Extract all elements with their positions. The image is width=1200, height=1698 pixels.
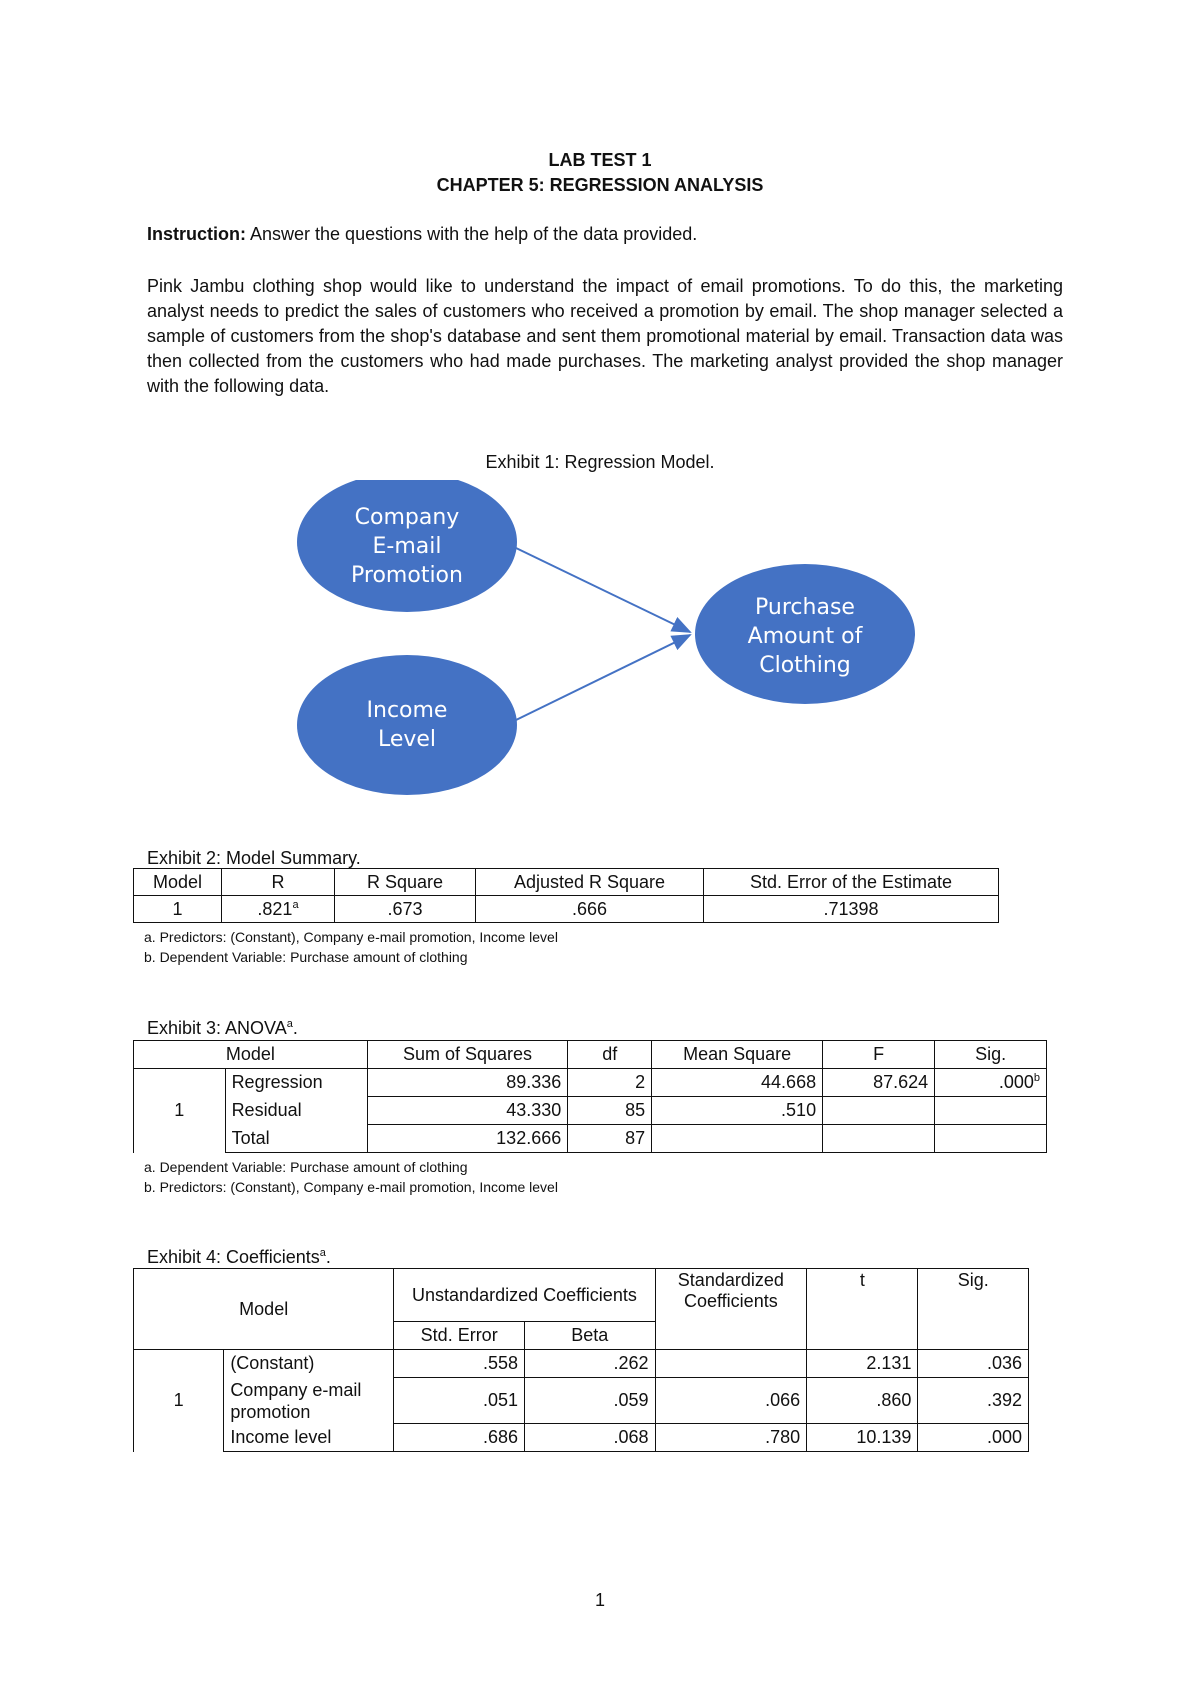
col-r: R xyxy=(222,869,335,896)
cell-model: 1 xyxy=(134,896,222,923)
model-summary-table xyxy=(133,868,999,923)
lab-test-title: LAB TEST 1 xyxy=(548,150,652,170)
instruction-label: Instruction: xyxy=(147,224,246,244)
table-row xyxy=(134,1069,1047,1097)
col-sig: Sig. xyxy=(918,1269,1029,1350)
intro-paragraph: Pink Jambu clothing shop would like to understand the impact of email promotions. To do this, the marketing analyst needs to predict the sales of customers who received a promotion by email. The shop manager selected a sample of customers from the shop's database and sent them promotional material by email. Transaction data was then collected from the customers who had made purchases. The marketing analyst provided the shop manager with the following data. xyxy=(147,276,1063,396)
cell-r-square: .673 xyxy=(335,896,476,923)
cell-beta: .262 xyxy=(524,1350,655,1378)
cell-f xyxy=(823,1097,935,1125)
cell-sig xyxy=(935,1069,1047,1097)
col-f: F xyxy=(823,1041,935,1069)
cell-model: 1 xyxy=(134,1350,224,1452)
table-row xyxy=(134,1424,1029,1452)
exhibit3-note-a: a. Dependent Variable: Purchase amount of clothing xyxy=(144,1159,468,1175)
exhibit3-caption-text: Exhibit 3: ANOVA xyxy=(147,1018,287,1038)
exhibit2-caption: Exhibit 2: Model Summary. xyxy=(147,848,361,868)
exhibit3-caption-end: . xyxy=(292,1018,298,1038)
col-unstandardized: Unstandardized Coefficients xyxy=(394,1269,655,1322)
col-model: Model xyxy=(134,1269,394,1350)
arrow-income-to-purchase xyxy=(516,635,690,720)
cell-source: Residual xyxy=(225,1097,367,1125)
table-header-row xyxy=(134,1269,1029,1322)
cell-ms: 44.668 xyxy=(652,1069,823,1097)
regression-model-diagram xyxy=(290,480,930,800)
table-row xyxy=(134,1125,1047,1153)
exhibit3-caption-mark: a xyxy=(286,1018,293,1030)
cell-df: 2 xyxy=(568,1069,652,1097)
cell-adj-r-square: .666 xyxy=(476,896,704,923)
exhibit2-note-a: a. Predictors: (Constant), Company e-mail promotion, Income level xyxy=(144,929,558,945)
node-income-level xyxy=(297,655,517,795)
r-value: .821 xyxy=(257,898,293,919)
cell-beta: .059 xyxy=(524,1378,655,1424)
cell-sig xyxy=(935,1125,1047,1153)
cell-f: 87.624 xyxy=(823,1069,935,1097)
node1-line1: Company xyxy=(354,505,460,530)
col-adj-r-square: Adjusted R Square xyxy=(476,869,704,896)
exhibit3-note-b: b. Predictors: (Constant), Company e-mail promotion, Income level xyxy=(144,1179,558,1195)
sig-value: .000 xyxy=(998,1072,1034,1092)
cell-source: Total xyxy=(225,1125,367,1153)
col-standardized: Standardized Coefficients xyxy=(655,1269,807,1350)
node1-line3: Promotion xyxy=(351,563,463,588)
cell-std-error: .051 xyxy=(394,1378,525,1424)
cell-ss: 43.330 xyxy=(367,1097,567,1125)
cell-predictor: Company e-mail promotion xyxy=(224,1378,394,1424)
cell-std-error: .71398 xyxy=(704,896,999,923)
col-r-square: R Square xyxy=(335,869,476,896)
cell-standardized: .780 xyxy=(655,1424,807,1452)
node2-line2: Level xyxy=(377,727,437,752)
node3-line2: Amount of xyxy=(747,624,863,649)
node3-line3: Clothing xyxy=(759,653,851,678)
cell-r xyxy=(222,896,335,923)
cell-ss: 132.666 xyxy=(367,1125,567,1153)
cell-ss: 89.336 xyxy=(367,1069,567,1097)
page-number: 1 xyxy=(594,1590,605,1610)
exhibit4-caption-end: . xyxy=(325,1247,331,1267)
col-beta: Beta xyxy=(524,1322,655,1350)
node2-line1: Income xyxy=(366,698,448,723)
col-df: df xyxy=(568,1041,652,1069)
cell-standardized: .066 xyxy=(655,1378,807,1424)
cell-f xyxy=(823,1125,935,1153)
cell-predictor: Income level xyxy=(224,1424,394,1452)
cell-std-error: .686 xyxy=(394,1424,525,1452)
cell-df: 85 xyxy=(568,1097,652,1125)
col-model: Model xyxy=(134,869,222,896)
exhibit3-caption xyxy=(147,1018,298,1039)
table-row xyxy=(134,1350,1029,1378)
col-t: t xyxy=(807,1269,918,1350)
cell-t: 10.139 xyxy=(807,1424,918,1452)
instruction xyxy=(147,224,697,245)
cell-t: .860 xyxy=(807,1378,918,1424)
instruction-text: Answer the questions with the help of the data provided. xyxy=(246,224,698,244)
r-footnote-mark: a xyxy=(292,898,299,911)
table-row xyxy=(134,896,999,923)
cell-model: 1 xyxy=(134,1069,226,1153)
table-row xyxy=(134,1097,1047,1125)
table-header-row xyxy=(134,1041,1047,1069)
col-model: Model xyxy=(134,1041,368,1069)
cell-df: 87 xyxy=(568,1125,652,1153)
col-sig: Sig. xyxy=(935,1041,1047,1069)
col-std-error: Std. Error xyxy=(394,1322,525,1350)
arrow-email-to-purchase xyxy=(516,548,690,632)
cell-std-error: .558 xyxy=(394,1350,525,1378)
table-row xyxy=(134,1378,1029,1424)
col-mean-square: Mean Square xyxy=(652,1041,823,1069)
cell-sig: .000 xyxy=(918,1424,1029,1452)
col-std-error: Std. Error of the Estimate xyxy=(704,869,999,896)
exhibit4-caption-text: Exhibit 4: Coefficients xyxy=(147,1247,320,1267)
cell-ms xyxy=(652,1125,823,1153)
cell-sig: .036 xyxy=(918,1350,1029,1378)
sig-footnote-mark: b xyxy=(1033,1072,1040,1084)
cell-source: Regression xyxy=(225,1069,367,1097)
cell-standardized xyxy=(655,1350,807,1378)
anova-table xyxy=(133,1040,1047,1153)
exhibit1-caption: Exhibit 1: Regression Model. xyxy=(485,452,715,472)
node1-line2: E-mail xyxy=(372,534,442,559)
cell-ms: .510 xyxy=(652,1097,823,1125)
col-sum-of-squares: Sum of Squares xyxy=(367,1041,567,1069)
exhibit4-caption xyxy=(147,1247,331,1268)
cell-sig: .392 xyxy=(918,1378,1029,1424)
cell-predictor: (Constant) xyxy=(224,1350,394,1378)
table-header-row xyxy=(134,869,999,896)
coefficients-table xyxy=(133,1268,1029,1452)
cell-beta: .068 xyxy=(524,1424,655,1452)
exhibit4-caption-mark: a xyxy=(319,1247,326,1259)
chapter-title: CHAPTER 5: REGRESSION ANALYSIS xyxy=(436,175,764,195)
cell-t: 2.131 xyxy=(807,1350,918,1378)
node3-line1: Purchase xyxy=(755,595,855,620)
cell-sig xyxy=(935,1097,1047,1125)
exhibit2-note-b: b. Dependent Variable: Purchase amount of clothing xyxy=(144,949,468,965)
